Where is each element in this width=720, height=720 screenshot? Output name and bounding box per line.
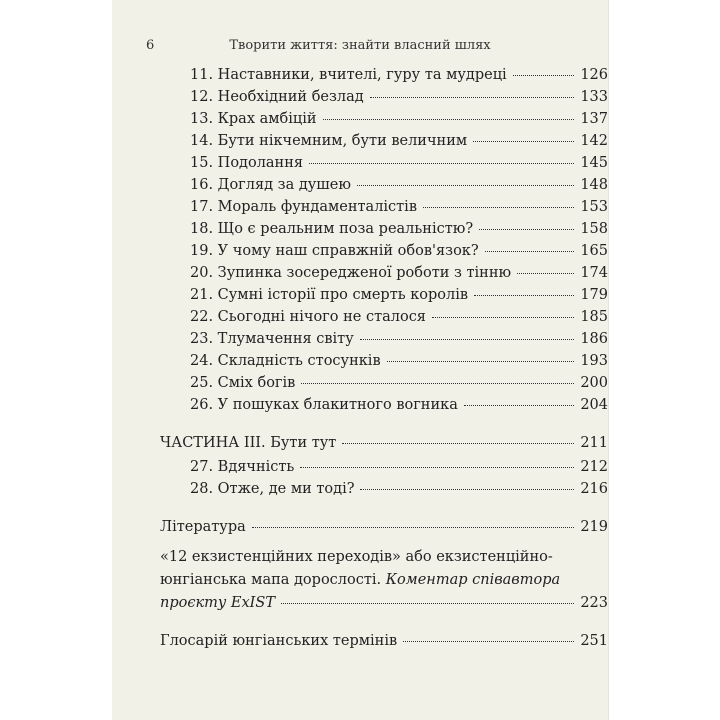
toc-entry[interactable] xyxy=(190,374,608,392)
dot-leader xyxy=(479,228,574,230)
toc-entry-title: ЧАСТИНА ІІІ. Бути тут xyxy=(160,435,337,451)
toc-appendix[interactable] xyxy=(160,594,608,612)
toc-entry-page: 158 xyxy=(580,221,608,237)
page-number: 6 xyxy=(146,38,155,53)
toc-entry[interactable] xyxy=(190,458,608,476)
toc-entry[interactable] xyxy=(190,66,608,84)
toc-entry-title: 16. Догляд за душею xyxy=(190,177,351,193)
toc-entry-page: 193 xyxy=(580,353,608,369)
toc-entry-title: 12. Необхідний безлад xyxy=(190,89,364,105)
toc-entry[interactable] xyxy=(190,352,608,370)
toc-entry-title: 24. Складність стосунків xyxy=(190,353,381,369)
toc-entry[interactable] xyxy=(190,176,608,194)
toc-entry[interactable] xyxy=(190,286,608,304)
dot-leader xyxy=(360,488,574,490)
dot-leader xyxy=(474,294,574,296)
toc-entry-page: 251 xyxy=(580,633,608,649)
toc-entry-title: 22. Сьогодні нічого не сталося xyxy=(190,309,426,325)
dot-leader xyxy=(370,96,575,98)
toc-entry-page: 142 xyxy=(580,133,608,149)
toc-entry-page: 126 xyxy=(580,67,608,83)
dot-leader xyxy=(342,442,574,444)
dot-leader xyxy=(473,140,574,142)
toc-entry-title: 18. Що є реальним поза реальністю? xyxy=(190,221,474,237)
toc-entry-title: 21. Сумні історії про смерть королів xyxy=(190,287,469,303)
toc-entry-title: 27. Вдячність xyxy=(190,459,295,475)
dot-leader xyxy=(513,74,575,76)
toc-appendix-line-1: «12 екзистенційних переходів» або екзистенційно- xyxy=(160,549,553,565)
dot-leader xyxy=(360,338,575,340)
dot-leader xyxy=(323,118,575,120)
dot-leader xyxy=(423,206,574,208)
toc-entry[interactable] xyxy=(190,308,608,326)
toc-entry[interactable] xyxy=(190,110,608,128)
toc-entry-page: 153 xyxy=(580,199,608,215)
toc-entry-title: проєкту ExIST xyxy=(160,595,275,611)
toc-entry-page: 212 xyxy=(580,459,608,475)
toc-entry-page: 133 xyxy=(580,89,608,105)
toc-entry-page: 219 xyxy=(580,519,608,535)
toc-entry-title: Глосарій юнгіанських термінів xyxy=(160,633,398,649)
toc-entry[interactable] xyxy=(190,88,608,106)
toc-entry-page: 179 xyxy=(580,287,608,303)
toc-entry-page: 137 xyxy=(580,111,608,127)
toc-entry[interactable] xyxy=(190,198,608,216)
toc-entry-page: 174 xyxy=(580,265,608,281)
toc-entry-title: 14. Бути нікчемним, бути величним xyxy=(190,133,468,149)
toc-entry[interactable] xyxy=(190,220,608,238)
toc-entry-page: 204 xyxy=(580,397,608,413)
dot-leader xyxy=(357,184,574,186)
toc-glossary[interactable] xyxy=(160,632,608,650)
toc-entry-title: 28. Отже, де ми тоді? xyxy=(190,481,355,497)
dot-leader xyxy=(300,466,574,468)
toc-entry-title: 15. Подолання xyxy=(190,155,304,171)
toc-entry[interactable] xyxy=(190,132,608,150)
toc-entry-page: 145 xyxy=(580,155,608,171)
toc-entry-title: 20. Зупинка зосередженої роботи з тінню xyxy=(190,265,512,281)
toc-entry-title: 26. У пошуках блакитного вогника xyxy=(190,397,458,413)
toc-entry-page: 216 xyxy=(580,481,608,497)
toc-entry[interactable] xyxy=(190,396,608,414)
dot-leader xyxy=(485,250,575,252)
toc-entry[interactable] xyxy=(190,480,608,498)
dot-leader xyxy=(403,640,574,642)
running-title: Творити життя: знайти власний шлях xyxy=(229,38,491,53)
toc-entry[interactable] xyxy=(190,154,608,172)
toc-entry[interactable] xyxy=(190,264,608,282)
toc-entry-title: 19. У чому наш справжній обов'язок? xyxy=(190,243,479,259)
toc-appendix-line-2 xyxy=(160,571,560,589)
toc-entry-title: 25. Сміх богів xyxy=(190,375,296,391)
toc-part-heading[interactable] xyxy=(160,434,608,452)
page-header xyxy=(112,38,608,58)
dot-leader xyxy=(517,272,574,274)
dot-leader xyxy=(301,382,574,384)
toc-entry-page: 186 xyxy=(580,331,608,347)
toc-entry-title: Література xyxy=(160,519,246,535)
toc-entry-page: 211 xyxy=(580,435,608,451)
appendix-italic-text: Коментар співавтора xyxy=(385,572,561,588)
appendix-regular-text: юнгіанська мапа дорослості. xyxy=(160,572,386,588)
toc-literature[interactable] xyxy=(160,518,608,536)
toc-entry-page: 165 xyxy=(580,243,608,259)
toc-entry-page: 148 xyxy=(580,177,608,193)
toc-entry-title: 17. Мораль фундаменталістів xyxy=(190,199,417,215)
toc-entry-title: 13. Крах амбіцій xyxy=(190,111,317,127)
dot-leader xyxy=(432,316,574,318)
dot-leader xyxy=(309,162,574,164)
toc-entry-page: 223 xyxy=(580,595,608,611)
dot-leader xyxy=(464,404,574,406)
toc-entry-title: 23. Тлумачення світу xyxy=(190,331,354,347)
toc-entry[interactable] xyxy=(190,330,608,348)
dot-leader xyxy=(281,602,574,604)
toc-entry[interactable] xyxy=(190,242,608,260)
dot-leader xyxy=(252,526,575,528)
toc-entry-page: 185 xyxy=(580,309,608,325)
book-page xyxy=(112,0,608,720)
dot-leader xyxy=(387,360,575,362)
toc-entry-title: 11. Наставники, вчителі, гуру та мудреці xyxy=(190,67,507,83)
toc-entry-page: 200 xyxy=(580,375,608,391)
